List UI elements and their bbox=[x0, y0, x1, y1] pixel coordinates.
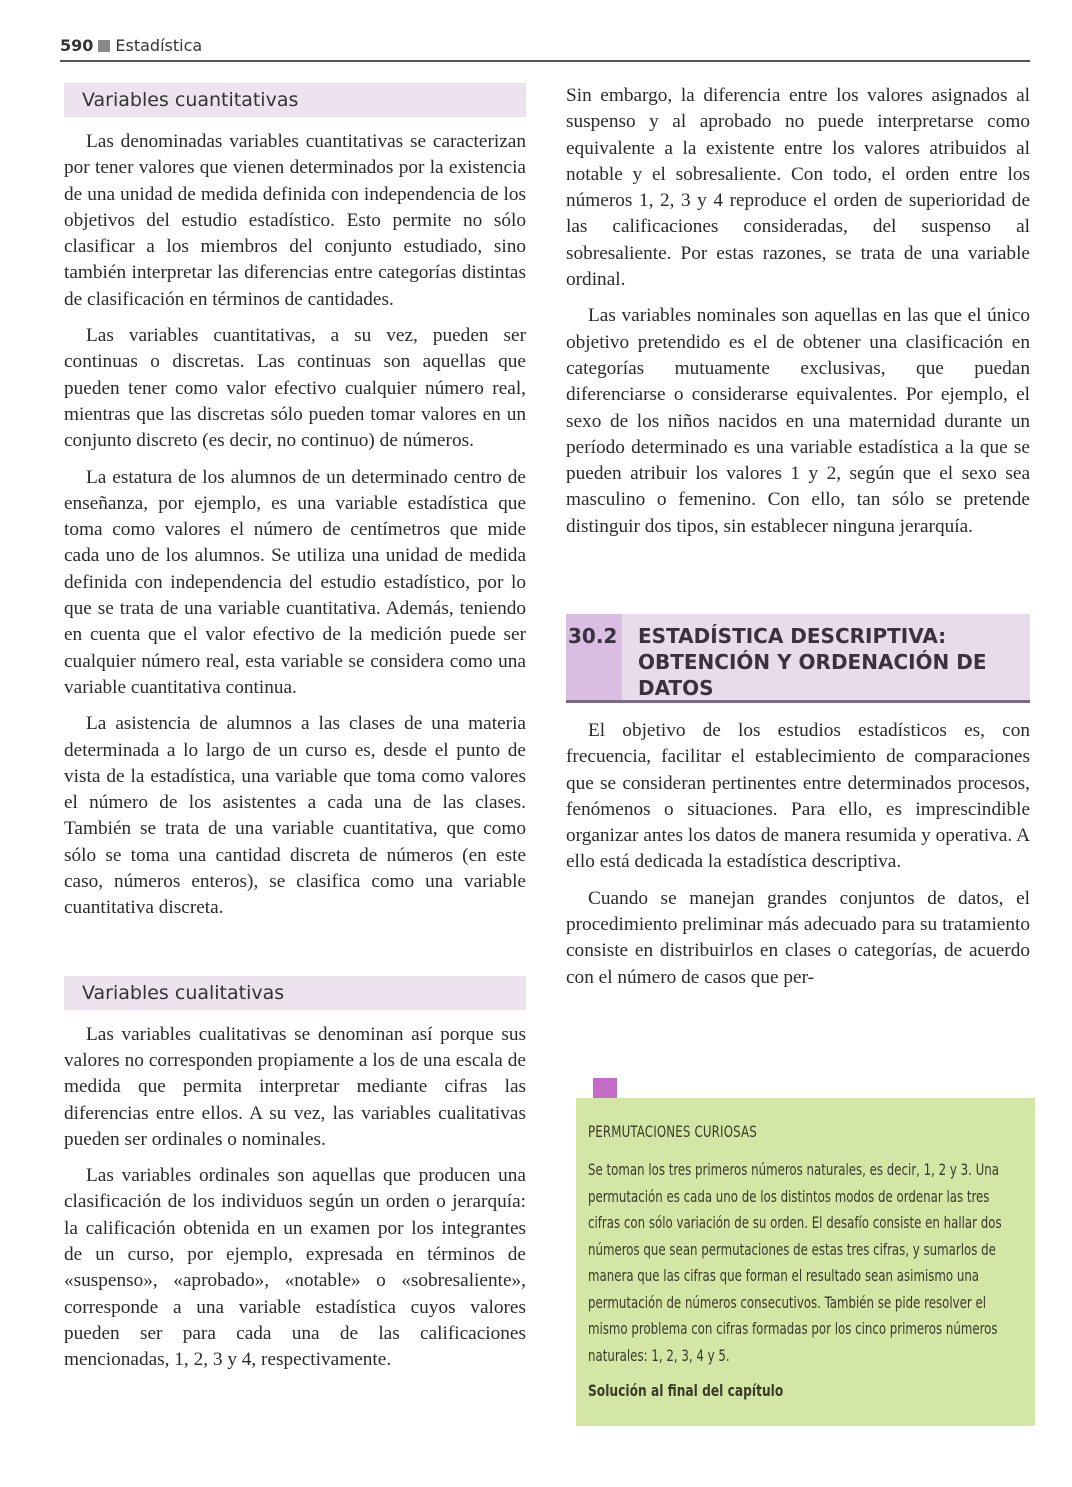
chapter-number: 30.2 bbox=[566, 614, 622, 700]
chapter-body bbox=[566, 718, 1030, 1001]
paragraph: El objetivo de los estudios estadísticos es, con frecuencia, facilitar el establecimiento de comparaciones que se consideran pertinentes entre determinados procesos, fenómenos o situaciones. Para ello, es imprescindible organizar antes los datos de manera resumida y operativa. A ello está dedicada la estadística descriptiva. bbox=[566, 720, 1030, 873]
section-heading-cuantitativas: Variables cuantitativas bbox=[64, 83, 526, 117]
box-text: Se toman los tres primeros números naturales, es decir, 1, 2 y 3. Una permutación es cada uno de los distintos modos de ordenar las tres cifras con sólo variación de su orden. El desafío consiste en hallar dos números que sean permutaciones de estas tres cifras, y sumarlos de manera que las cifras que forman el resultado sean asimismo una permutación de números consecutivos. También se pide resolver el mismo problema con cifras formadas por los cinco primeros números naturales: 1, 2, 3, 4 y 5. bbox=[588, 1160, 1002, 1365]
page-header bbox=[60, 36, 1030, 62]
section-heading-cualitativas: Variables cualitativas bbox=[64, 976, 526, 1010]
paragraph: Cuando se manejan grandes conjuntos de datos, el procedimiento preliminar más adecuado para su tratamiento consiste en distribuirlos en clases o categorías, de acuerdo con el número de casos que per- bbox=[566, 887, 1030, 988]
paragraph: Las variables nominales son aquellas en las que el único objetivo pretendido es el de obtener una clasificación en categorías mutuamente exclusivas, que puedan diferenciarse o considerarse equivalentes. Por ejemplo, el sexo de los niños nacidos en una maternidad durante un período determinado es una variable estadística a la que se pueden atribuir los valores 1 y 2, según que el sexo sea masculino o femenino. Con ello, tan sólo se pretende distinguir dos tipos, sin establecer ninguna jerarquía. bbox=[566, 305, 1030, 537]
page-number: 590 bbox=[60, 36, 94, 55]
paragraph: Sin embargo, la diferencia entre los valores asignados al suspenso y al aprobado no puede interpretarse como equivalente a la existente entre los valores atribuidos al notable y el sobresaliente. Con todo, el orden entre los números 1, 2, 3 y 4 reproduce el orden de superioridad de las calificaciones consideradas, del suspenso al sobresaliente. Por estas razones, se trata de una variable ordinal. bbox=[566, 85, 1030, 291]
chapter-heading bbox=[566, 614, 1030, 703]
running-title: Estadística bbox=[115, 36, 203, 55]
box-title: PERMUTACIONES CURIOSAS bbox=[588, 1122, 757, 1141]
paragraph: La asistencia de alumnos a las clases de una materia determinada a lo largo de un curso es, desde el punto de vista de la estadística, una variable que toma como valores el número de los asistentes a cada una de las clases. También se trata de una variable cuantitativa, que como sólo se toma una cantidad discreta de números (en este caso, números enteros), se clasifica como una variable cuantitativa discreta. bbox=[64, 713, 526, 919]
paragraph: Las variables cualitativas se denominan así porque sus valores no corresponden propiamente a los de una escala de medida que permita interpretar mediante cifras las diferencias entre ellos. A su vez, las variables cualitativas pueden ser ordinales o nominales. bbox=[64, 1023, 526, 1150]
paragraph: La estatura de los alumnos de un determinado centro de enseñanza, por ejemplo, es una variable estadística que toma como valores el número de centímetros que mide cada uno de los alumnos. Se utiliza una unidad de medida definida con independencia del estudio estadístico, por lo que se trata de una variable cuantitativa. Además, teniendo en cuenta que el valor efectivo de la medición puede ser cualquier número real, esta variable se considera como una variable cuantitativa continua. bbox=[64, 466, 526, 698]
left-column bbox=[64, 83, 526, 1383]
paragraph: Las denominadas variables cuantitativas se caracterizan por tener valores que vienen determinados por la existencia de una unidad de medida definida con independencia de los objetivos del estudio estadístico. Esto permite no sólo clasificar a los miembros del conjunto estudiado, sino también interpretar las diferencias entre categorías distintas de clasificación en términos de cantidades. bbox=[64, 131, 526, 310]
paragraph: Las variables cuantitativas, a su vez, pueden ser continuas o discretas. Las continuas son aquellas que pueden tener como valor efectivo cualquier número real, mientras que las discretas sólo pueden tomar valores en un conjunto discreto (es decir, no continuo) de números. bbox=[64, 325, 526, 452]
chapter-title: ESTADÍSTICA DESCRIPTIVA: OBTENCIÓN Y ORDENACIÓN DE DATOS bbox=[638, 624, 987, 700]
right-column bbox=[566, 83, 1030, 550]
paragraph: Las variables ordinales son aquellas que producen una clasificación de los individuos según un orden o jerarquía: la calificación obtenida en un examen por los integrantes de un curso, por ejemplo, expresada en términos de «suspenso», «aprobado», «notable» o «sobresaliente», corresponde a una variable estadística cuyos valores pueden ser para cada una de las calificaciones mencionadas, 1, 2, 3 y 4, respectivamente. bbox=[64, 1165, 526, 1371]
square-bullet-icon bbox=[98, 40, 110, 52]
puzzle-box bbox=[576, 1098, 1035, 1426]
box-solution-note: Solución al final del capítulo bbox=[588, 1381, 784, 1400]
